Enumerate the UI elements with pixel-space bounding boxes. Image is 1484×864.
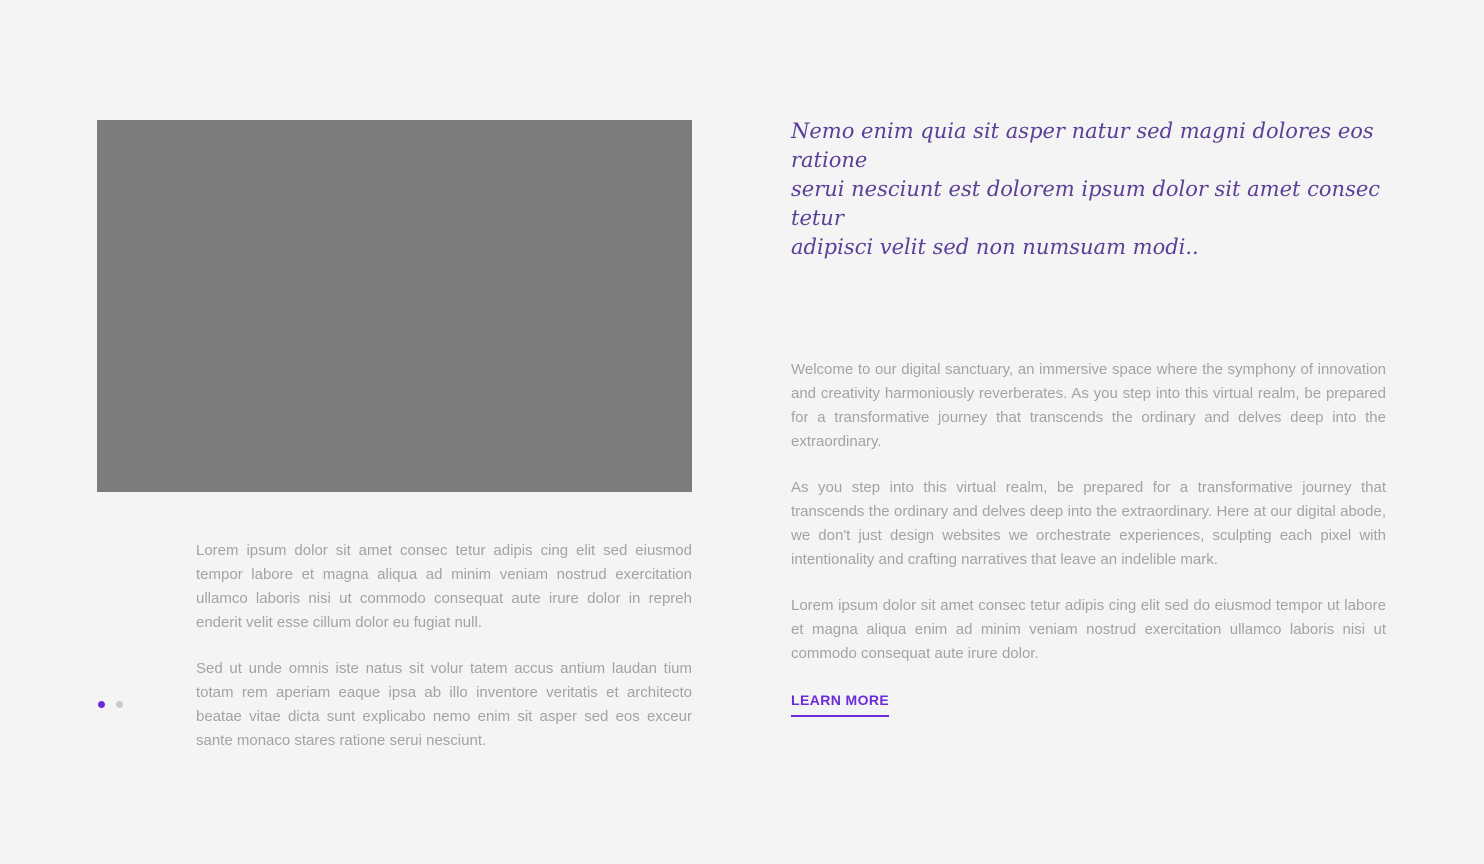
carousel-dot-2[interactable] — [116, 701, 123, 708]
content-section — [791, 117, 1386, 717]
content-paragraph: Welcome to our digital sanctuary, an immersive space where the symphony of innovation and creativity harmoniously reverberates. As you step into this virtual realm, be prepared for a transformative journey that transcends the ordinary and delves deep into the extraordinary. — [791, 361, 1386, 450]
slide-paragraph: Lorem ipsum dolor sit amet consec tetur adipis cing elit sed eiusmod tempor labore et magna aliqua ad minim veniam nostrud exercitation ullamco laboris nisi ut commodo consequat aute irure dolor in repreh enderit velit esse cillum dolor eu fugiat null. — [196, 542, 692, 631]
slide-image-placeholder — [97, 120, 692, 492]
content-paragraph: Lorem ipsum dolor sit amet consec tetur adipis cing elit sed do eiusmod tempor ut labore et magna aliqua enim ad minim veniam nostrud exercitation ullamco laboris nisi ut commodo consequat aute irure dolor. — [791, 597, 1386, 662]
carousel-dots — [98, 701, 123, 708]
carousel-section — [97, 120, 692, 775]
carousel-dot-1[interactable] — [98, 701, 105, 708]
learn-more-link[interactable]: LEARN MORE — [791, 692, 889, 717]
slide-text-block — [196, 539, 692, 753]
slide-paragraph: Sed ut unde omnis iste natus sit volur tatem accus antium laudan tium totam rem aperiam eaque ipsa ab illo inventore veritatis et architecto beatae vitae dicta sunt explicabo nemo enim sit asper sed eos exceur sante monaco stares ratione serui nesciunt. — [196, 660, 692, 749]
section-heading: Nemo enim quia sit asper natur sed magni dolores eos ratione serui nesciunt est dolorem ipsum dolor sit amet consec tetur adipisci velit sed non numsuam modi.. — [791, 119, 1381, 259]
content-paragraph: As you step into this virtual realm, be prepared for a transformative journey that transcends the ordinary and delves deep into the extraordinary. Here at our digital abode, we don't just design websites we orchestrate experiences, sculpting each pixel with intentionality and crafting narratives that leave an indelible mark. — [791, 479, 1386, 568]
